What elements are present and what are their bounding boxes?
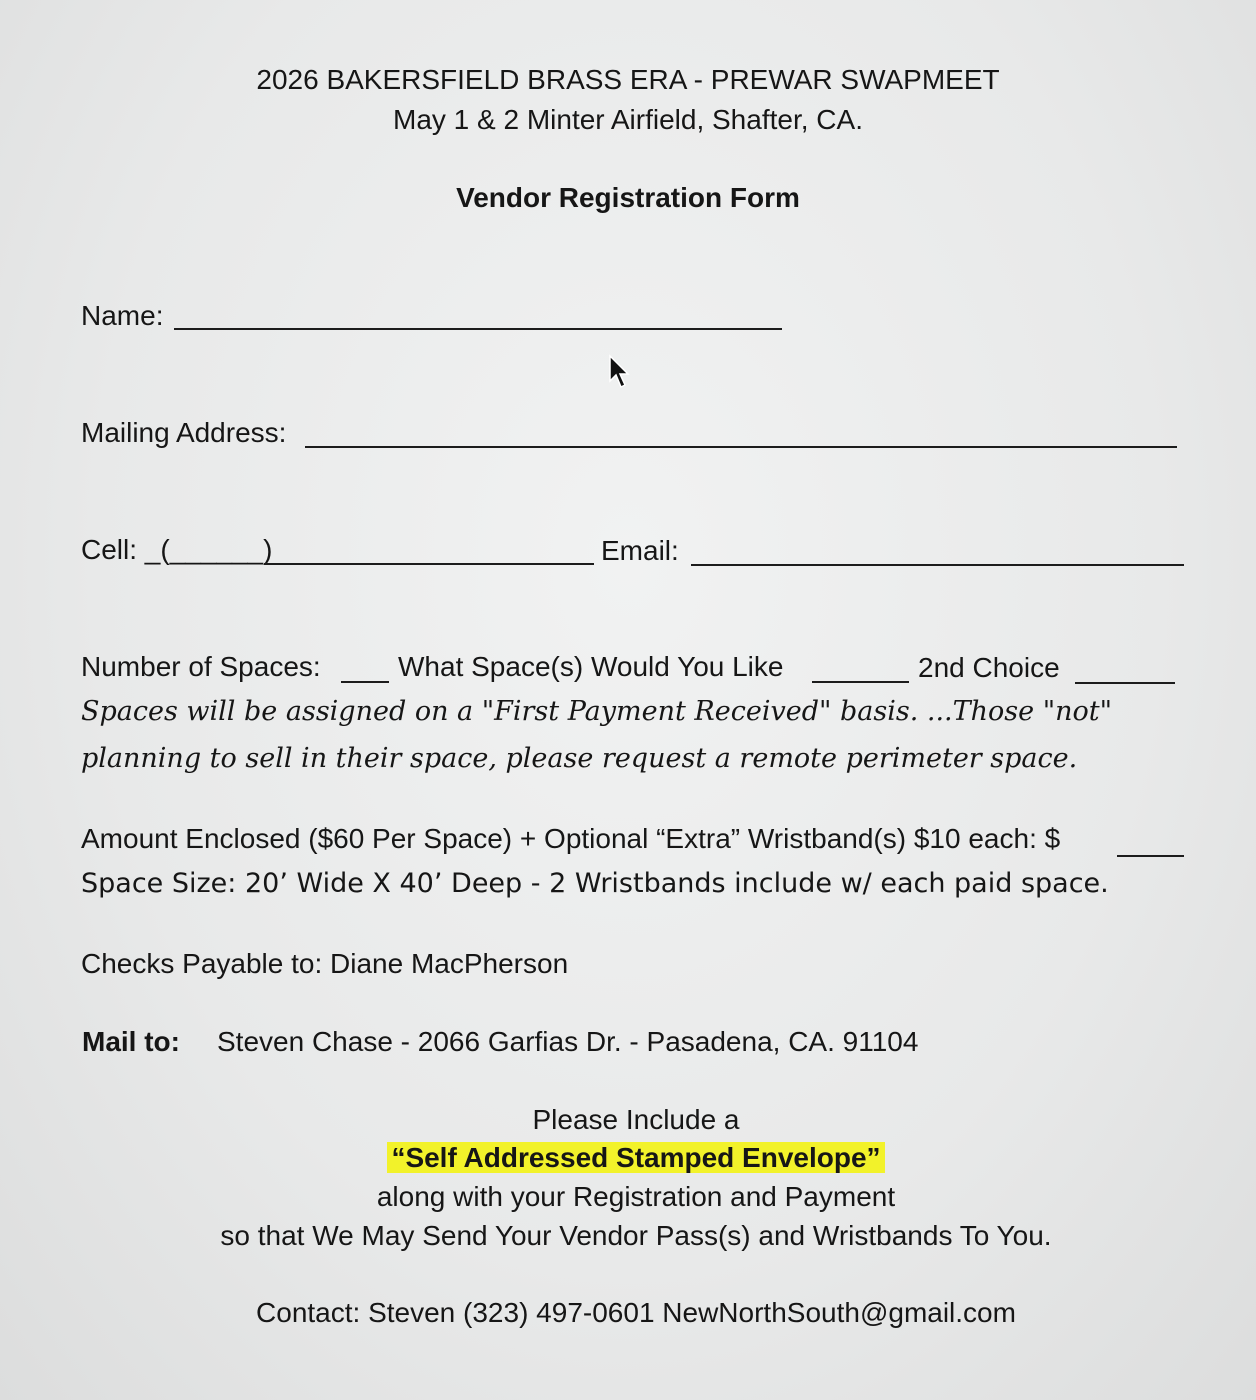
sase-highlight-line [0,1142,1256,1174]
cell-blank-line [264,563,594,565]
event-title: 2026 BAKERSFIELD BRASS ERA - PREWAR SWAPMEET [256,64,1000,95]
sase-line3: along with your Registration and Payment [376,1181,896,1212]
email-label: Email: [601,535,679,566]
sase-intro: Please Include a [532,1104,740,1135]
second-choice-label: 2nd Choice [918,652,1060,683]
event-date-location: May 1 & 2 Minter Airfield, Shafter, CA. [393,104,863,135]
sase-highlight: “Self Addressed Stamped Envelope” [387,1142,884,1173]
name-blank-line [174,328,782,330]
form-title: Vendor Registration Form [456,182,800,213]
spaces-label: Number of Spaces: [81,651,321,682]
mouse-pointer-icon [608,354,632,390]
email-blank-line [691,564,1184,566]
amount-blank-line [1117,855,1184,857]
assignment-note-line1: Spaces will be assigned on a "First Payment Received" basis. ...Those "not" [81,696,1113,727]
second-choice-blank-line [1075,682,1175,684]
mailing-address-label: Mailing Address: [81,417,287,448]
assignment-note-line2: planning to sell in their space, please request a remote perimeter space. [81,743,1078,774]
spaces-blank-line [341,681,389,683]
mailing-address-blank-line [305,446,1177,448]
space-preference-blank-line [812,681,909,683]
sase-line4: so that We May Send Your Vendor Pass(s) and Wristbands To You. [220,1220,1052,1251]
checks-payable: Checks Payable to: Diane MacPherson [81,948,569,979]
amount-enclosed-label: Amount Enclosed ($60 Per Space) + Optional “Extra” Wristband(s) $10 each: $ [81,823,1061,854]
space-size-note: Space Size: 20’ Wide X 40’ Deep - 2 Wristbands include w/ each paid space. [81,868,1109,899]
name-label: Name: [81,300,164,331]
mail-to-address: Steven Chase - 2066 Garfias Dr. - Pasadena, CA. 91104 [217,1026,919,1057]
contact-info: Contact: Steven (323) 497-0601 NewNorthSouth@gmail.com [256,1297,1016,1328]
space-preference-label: What Space(s) Would You Like [398,651,784,682]
mail-to-label: Mail to: [82,1026,180,1057]
cell-label: Cell: _(______) [81,534,273,565]
